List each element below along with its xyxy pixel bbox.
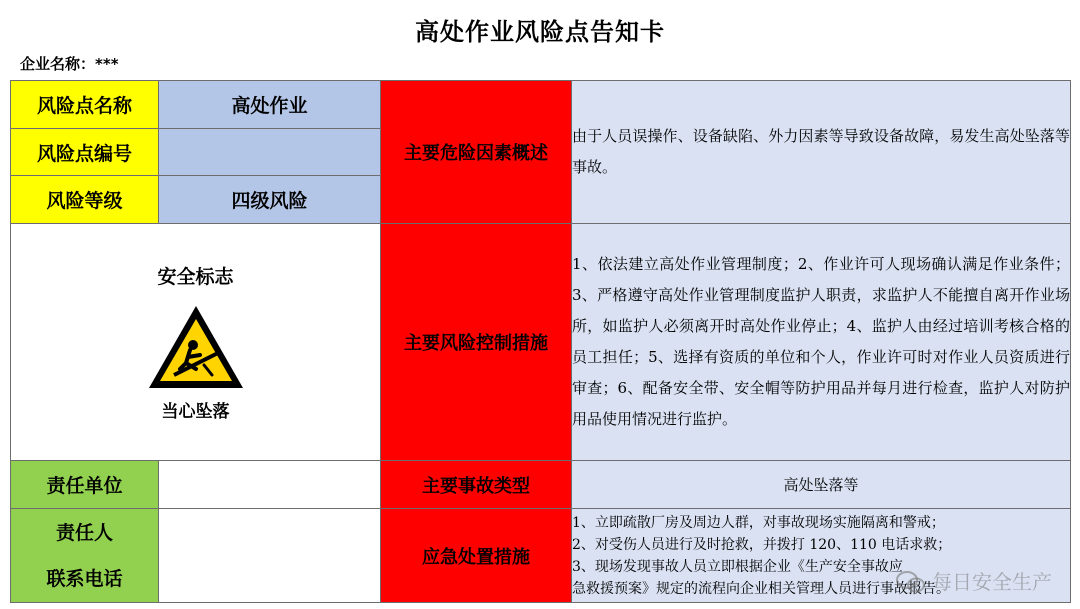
accident-label: 主要事故类型	[381, 461, 572, 509]
emergency-label: 应急处置措施	[381, 509, 572, 603]
person-label: 责任人	[55, 521, 113, 544]
emergency-line: 3、现场发现事故人员立即根据企业《生产安全事故应	[572, 558, 903, 575]
table-row	[11, 509, 1071, 603]
risk-name-value: 高处作业	[159, 81, 381, 129]
risk-level-value: 四级风险	[159, 176, 381, 224]
emergency-line: 1、立即疏散厂房及周边人群，对事故现场实施隔离和警戒；	[572, 514, 945, 531]
emergency-line: 2、对受伤人员进行及时抢救，并拨打 120、110 电话求救；	[572, 536, 952, 553]
risk-code-label: 风险点编号	[11, 129, 159, 176]
phone-label: 联系电话	[46, 567, 123, 590]
watermark-text: 每日安全生产	[932, 570, 1052, 594]
person-phone-label-cell	[11, 509, 159, 603]
control-text: 1、依法建立高处作业管理制度；2、作业许可人现场确认满足作业条件；3、严格遵守高处作业管理制度监护人职责，求监护人不能擅自离开作业场所，如监护人必须离开时高处作业停止；4、监护人由经过培训考核合格的员工担任；5、选择有资质的单位和个人，作业许可时对作业人员资质进行审查；6、配备安全带、安全帽等防护用品并每月进行检查，监护人对防护用品使用情况进行监护。	[572, 224, 1071, 461]
table-row	[11, 224, 1071, 461]
safety-sign-cell	[11, 224, 381, 461]
hazard-text: 由于人员误操作、设备缺陷、外力因素等导致设备故障，易发生高处坠落等事故。	[572, 81, 1071, 224]
person-value	[159, 509, 381, 603]
company-name: 企业名称：***	[20, 55, 119, 73]
risk-code-value	[159, 129, 381, 176]
unit-value	[159, 461, 381, 509]
emergency-text	[572, 509, 1071, 603]
safety-sign	[11, 262, 380, 422]
risk-name-label: 风险点名称	[11, 81, 159, 129]
sign-caption: 当心坠落	[161, 402, 230, 422]
risk-level-label: 风险等级	[11, 176, 159, 224]
table-row	[11, 81, 1071, 129]
control-label: 主要风险控制措施	[381, 224, 572, 461]
fall-warning-icon	[146, 303, 246, 391]
accident-value: 高处坠落等	[572, 461, 1071, 509]
sign-title: 安全标志	[157, 266, 234, 288]
card-title: 高处作业风险点告知卡	[415, 18, 665, 46]
risk-card-table	[10, 80, 1071, 603]
table-row	[11, 461, 1071, 509]
hazard-label: 主要危险因素概述	[381, 81, 572, 224]
unit-label: 责任单位	[11, 461, 159, 509]
emergency-line: 急救援预案》规定的流程向企业相关管理人员进行事故报告。	[572, 580, 950, 597]
